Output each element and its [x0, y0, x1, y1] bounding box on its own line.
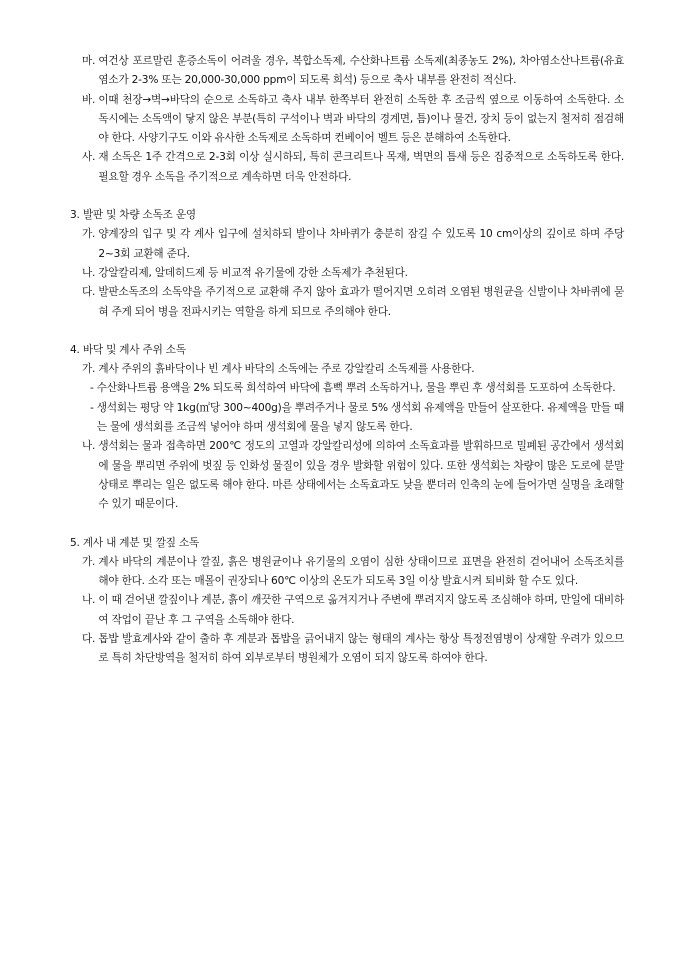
section-title: 3. 발판 및 차량 소독조 운영	[70, 209, 196, 222]
list-item	[70, 225, 624, 264]
item-text: 양계장의 입구 및 각 계사 입구에 설치하되 발이나 차바퀴가 충분히 잠길 수 있도록 10 cm이상의 깊이로 하며 주당 2~3회 교환해 준다.	[98, 228, 624, 260]
section-3	[70, 206, 624, 322]
item-text: 생석회는 물과 접촉하면 200℃ 정도의 고열과 강알칼리성에 의하여 소독효과를 발휘하므로 밀폐된 공간에서 생석회에 물을 뿌리면 주위에 벗짚 등 인화성 물질이 있을 경우 발화할 위험이 있다. 또한 생석회는 차량이 많은 도로에 분말상태로 뿌리는 일은 없도록 해야 한다. 마른 상태에서는 소독효과도 낮을 뿐더러 인축의 눈에 들어가면 실명을 초래할 수 있기 때문이다.	[98, 440, 624, 511]
list-item	[70, 264, 624, 283]
item-text: 톱밥 발효계사와 같이 출하 후 계분과 톱밥을 긁어내지 않는 형태의 계사는 항상 특정전염병이 상재할 우려가 있으므로 특히 차단방역을 철저히 하여 외부로부터 병원체가 오염이 되지 않도록 하여야 한다.	[98, 633, 624, 665]
item-marker: 나.	[82, 266, 99, 279]
item-marker: 마.	[82, 55, 99, 67]
section-title: 5. 계사 내 계분 및 깔짚 소독	[70, 536, 200, 549]
item-text: 생석회는 평당 약 1kg(㎡당 300~400g)을 뿌려주거나 물로 5% 생석회 유제액을 만들어 살포한다. 유제액을 만들 때는 물에 생석회를 조금씩 넣어야 하며 생석회에 물을 넣지 않도록 한다.	[96, 401, 624, 434]
item-text: 이때 천장→벽→바닥의 순으로 소독하고 축사 내부 한쪽부터 완전히 소독한 후 조금씩 옆으로 이동하여 소독한다. 소독시에는 소독액이 닿지 않은 부분(특히 구석이나 벽과 바닥의 경계면, 틈)이나 물건, 장치 등이 없는지 철저히 점검해야 한다. 사양기구도 이와 유사한 소독제로 소독하며 컨베이어 벨트 등은 분해하여 소독한다.	[98, 93, 624, 145]
list-item	[70, 630, 624, 669]
item-text: 강알칼리제, 알데히드제 등 비교적 유기물에 강한 소독제가 추천된다.	[98, 266, 408, 279]
item-marker: 다.	[82, 633, 99, 646]
section-title: 4. 바닥 및 계사 주위 소독	[70, 343, 186, 356]
list-item	[70, 553, 624, 592]
item-marker: 나.	[82, 440, 99, 453]
section-2-continued	[70, 52, 624, 187]
list-item	[70, 591, 624, 630]
sub-list-item	[70, 379, 624, 398]
item-marker: 바.	[82, 93, 99, 106]
list-item	[70, 52, 624, 91]
list-item	[70, 91, 624, 149]
item-text: 계사 주위의 흙바닥이나 빈 계사 바닥의 소독에는 주로 강알칼리 소독제를 사용한다.	[98, 363, 475, 376]
item-marker: -	[90, 401, 97, 414]
list-item	[70, 148, 624, 187]
item-marker: 나.	[82, 594, 99, 607]
item-text: 여건상 포르말린 훈증소독이 어려울 경우, 복합소독제, 수산화나트륨 소독제(최종농도 2%), 차아염소산나트륨(유효염소가 2-3% 또는 20,000-30,000 ppm이 되도록 희석) 등으로 축사 내부를 완전히 적신다.	[98, 55, 624, 87]
list-item	[70, 283, 624, 322]
item-text: 수산화나트륨 용액을 2% 되도록 희석하여 바닥에 흠뻑 뿌려 소독하거나, 물을 뿌린 후 생석회를 도포하여 소독한다.	[96, 382, 616, 395]
item-text: 계사 바닥의 계분이나 깔짚, 흙은 병원균이나 유기물의 오염이 심한 상태이므로 표면을 완전히 걷어내어 소독조치를 해야 한다. 소각 또는 매몰이 권장되나 60℃ 이상의 온도가 되도록 3일 이상 발효시켜 퇴비화 할 수도 있다.	[98, 555, 624, 588]
section-4	[70, 341, 624, 515]
item-text: 이 때 걷어낸 깔짚이나 계분, 흙이 깨끗한 구역으로 옮겨지거나 주변에 뿌려지지 않도록 조심해야 하며, 만일에 대비하여 작업이 끝난 후 그 구역을 소독해야 한다.	[98, 594, 624, 626]
item-marker: 가.	[82, 363, 99, 376]
list-item	[70, 437, 624, 514]
item-text: 발판소독조의 소독약을 주기적으로 교환해 주지 않아 효과가 떨어지면 오히려 오염된 병원균을 신발이나 차바퀴에 묻혀 주게 되어 병을 전파시키는 역할을 하게 되므로 주의해야 한다.	[98, 286, 624, 318]
item-marker: -	[90, 382, 97, 395]
section-5	[70, 534, 624, 669]
item-text: 재 소독은 1주 간격으로 2-3회 이상 실시하되, 특히 콘크리트나 목재, 벽면의 틈새 등은 집중적으로 소독하도록 한다. 필요할 경우 소독을 주기적으로 계속하면 더욱 안전하다.	[98, 151, 624, 183]
item-marker: 사.	[82, 151, 99, 164]
item-marker: 가.	[82, 228, 99, 241]
sub-list-item	[70, 399, 624, 438]
list-item	[70, 360, 624, 379]
item-marker: 다.	[82, 286, 99, 299]
item-marker: 가.	[82, 555, 99, 568]
